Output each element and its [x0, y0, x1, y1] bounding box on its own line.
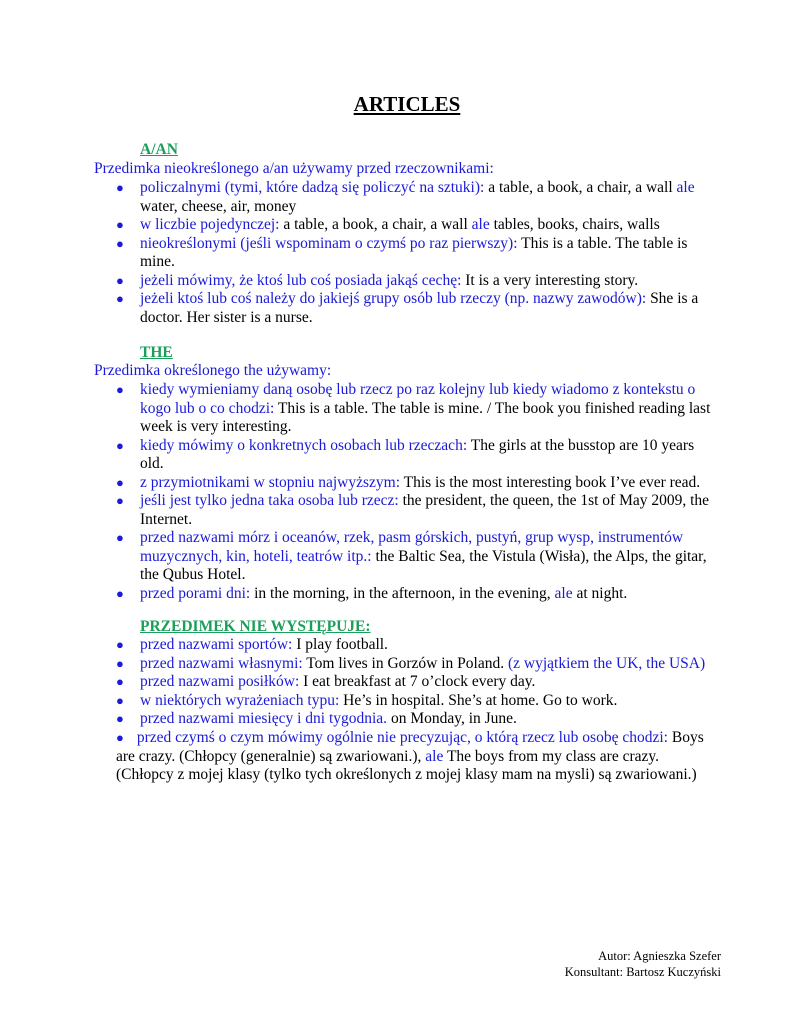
bullet-icon: ●	[116, 272, 124, 288]
section-heading-a-an: A/AN	[140, 141, 178, 158]
list-item: ● z przymiotnikami w stopniu najwyższym: This is the most interesting book I’ve ever read.	[116, 473, 701, 491]
list-item: ● przed nazwami własnymi: Tom lives in Gorzów in Poland. (z wyjątkiem the UK, the USA)	[116, 654, 706, 672]
section-heading-the: THE	[140, 344, 173, 361]
list-item: ● przed nazwami miesięcy i dni tygodnia. on Monday, in June.	[116, 710, 517, 727]
list-item: ● przed nazwami sportów: I play football.	[116, 636, 388, 653]
bullet-icon: ●	[116, 382, 124, 397]
bullet-icon: ●	[116, 692, 124, 708]
list-item: ● kiedy mówimy o konkretnych osobach lub rzeczach: The girls at the busstop are 10 years old.	[116, 436, 695, 472]
bullet-icon: ●	[116, 585, 124, 601]
list-item: ● nieokreślonymi (jeśli wspominam o czymś po raz pierwszy): This is a table. The table is mine.	[116, 234, 688, 270]
list-item: ● przed nazwami mórz i oceanów, rzek, pasm górskich, pustyń, grup wysp, instrumentów muzycznych, kin, hoteli, teatrów itp.: the Baltic Sea, the Vistula (Wisła), the Alps, the gitar, the Qubus Hotel.	[116, 529, 707, 583]
bullet-icon: ●	[116, 217, 124, 232]
bullet-icon: ●	[116, 711, 124, 726]
list-no-article	[112, 636, 712, 729]
bullet-icon: ●	[116, 437, 124, 453]
list-item: ● jeśli jest tylko jedna taka osoba lub rzecz: the president, the queen, the 1st of May 2009, the Internet.	[116, 492, 710, 528]
list-the	[112, 381, 712, 603]
bullet-icon: ●	[116, 674, 124, 689]
bullet-icon: ●	[116, 730, 124, 745]
bullet-icon: ●	[116, 474, 124, 490]
section-heading-no-article: PRZEDIMEK NIE WYSTĘPUJE:	[140, 618, 371, 635]
bullet-icon: ●	[116, 637, 124, 652]
list-item: ● przed porami dni: in the morning, in the afternoon, in the evening, ale at night.	[116, 584, 628, 602]
list-item: ● w niektórych wyrażeniach typu: He’s in hospital. She’s at home. Go to work.	[116, 691, 618, 709]
list-item-general: ● przed czymś o czym mówimy ogólnie nie precyzując, o którą rzecz lub osobę chodzi: Boys are crazy. (Chłopcy (generalnie) są zwariowani.), ale The boys from my class are crazy. (Chłopcy z mojej klasy (tylko tych określonych z mojej klasy mam na mysli) są zwariowani.)	[116, 729, 704, 783]
bullet-icon: ●	[116, 235, 124, 251]
footer	[565, 948, 721, 980]
bullet-icon: ●	[116, 530, 124, 545]
bullet-icon: ●	[116, 180, 124, 195]
list-a-an	[112, 179, 712, 327]
section-intro-the: Przedimka określonego the używamy:	[94, 362, 332, 379]
list-item: ● przed nazwami posiłków: I eat breakfast at 7 o’clock every day.	[116, 673, 536, 690]
page-title: ARTICLES	[353, 92, 461, 116]
footer-author: Autor: Agnieszka Szefer	[598, 949, 721, 963]
list-item: ● jeżeli mówimy, że ktoś lub coś posiada jakąś cechę: It is a very interesting story.	[116, 271, 639, 289]
bullet-icon: ●	[116, 493, 124, 508]
footer-consultant: Konsultant: Bartosz Kuczyński	[564, 965, 721, 979]
list-item: ● kiedy wymieniamy daną osobę lub rzecz po raz kolejny lub kiedy wiadomo z kontekstu o kogo lub o co chodzi: This is a table. The table is mine. / The book you finished reading last week is very interesting.	[116, 381, 711, 435]
list-item: ● w liczbie pojedynczej: a table, a book, a chair, a wall ale tables, books, chairs, walls	[116, 216, 660, 233]
section-intro-a-an: Przedimka nieokreślonego a/an używamy przed rzeczownikami:	[94, 160, 494, 177]
list-item: ● jeżeli ktoś lub coś należy do jakiejś grupy osób lub rzeczy (np. nazwy zawodów): She is a doctor. Her sister is a nurse.	[116, 290, 699, 326]
bullet-icon: ●	[116, 655, 124, 671]
bullet-icon: ●	[116, 291, 124, 306]
list-item: ● policzalnymi (tymi, które dadzą się policzyć na sztuki): a table, a book, a chair, a wall ale water, cheese, air, money	[116, 179, 695, 215]
